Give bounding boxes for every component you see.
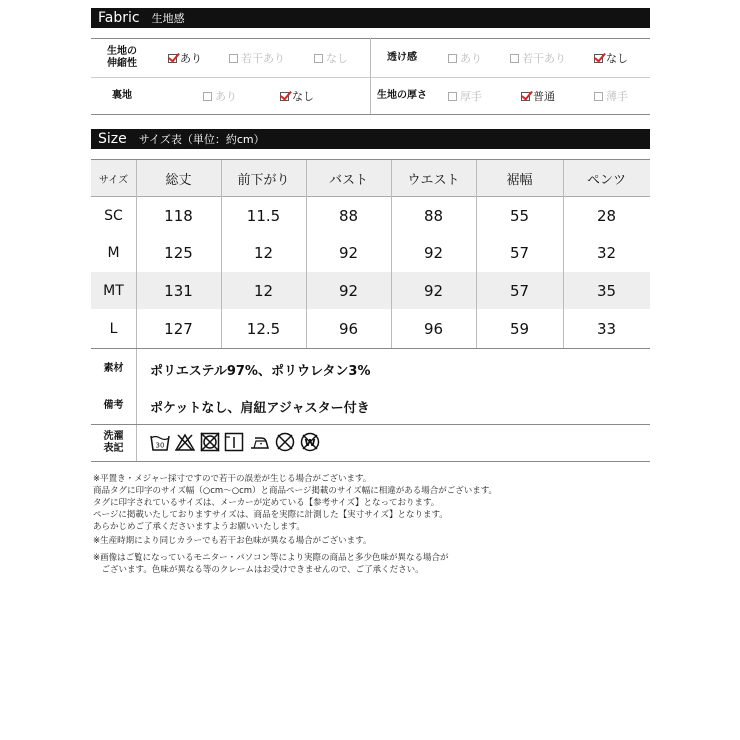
size-cell: 55 — [509, 206, 530, 225]
option-label: 普通 — [533, 90, 555, 103]
size-cell: 59 — [509, 319, 530, 338]
size-cell: 12.5 — [246, 319, 281, 338]
fabric-label-lining — [91, 78, 153, 114]
note-line: ※平置き・メジャー採寸ですので若干の誤差が生じる場合がございます。 — [93, 474, 372, 484]
option-sheer-no — [594, 50, 628, 66]
size-header-cell: サイズ — [98, 174, 129, 186]
iron-low-icon — [249, 432, 269, 452]
label-line: 洗濯 — [103, 431, 124, 442]
label-line: 生地の — [107, 46, 137, 57]
no-dry-clean-icon — [275, 432, 295, 452]
note-line: タグに印字されているサイズは、メーカーが定めている【参考サイズ】となっております。 — [93, 498, 440, 508]
size-header-cell: 総丈 — [165, 172, 192, 188]
label-line: 生地の厚さ — [377, 90, 427, 101]
size-cell: 11.5 — [246, 206, 281, 225]
note-line: ※画像はご覧になっているモニター・パソコン等により実際の商品と多少色味が異なる場合が — [93, 553, 449, 563]
option-label: 厚手 — [460, 90, 482, 103]
checkbox-checked-icon — [594, 54, 603, 63]
size-title: Size — [98, 131, 127, 147]
option-label: あり — [180, 52, 202, 65]
option-sheer-slight — [510, 50, 566, 66]
option-label: なし — [606, 52, 628, 65]
option-label: なし — [292, 90, 314, 103]
option-label: あり — [215, 90, 237, 103]
note-line: あらかじめご了承くださいますようお願いいたします。 — [93, 522, 305, 532]
option-thickness-normal — [521, 88, 555, 104]
fabric-section-header — [91, 8, 650, 28]
fabric-title: Fabric — [98, 10, 140, 26]
label-line: 透け感 — [387, 52, 417, 63]
size-cell: 127 — [164, 319, 193, 338]
wash-30-icon — [150, 432, 170, 452]
size-cell: 92 — [423, 244, 444, 262]
remarks-label: 備考 — [103, 400, 124, 411]
divider — [91, 114, 650, 115]
checkbox-icon — [510, 54, 519, 63]
material-value: ポリエステル97%、ポリウレタン3% — [150, 363, 371, 379]
option-stretch-no — [314, 50, 348, 66]
size-header-cell: 前下がり — [237, 172, 290, 188]
checkbox-icon — [594, 92, 603, 101]
size-cell: 57 — [509, 281, 530, 300]
fabric-label-thickness — [371, 78, 433, 114]
size-cell: 32 — [596, 244, 617, 262]
size-cell: 96 — [423, 319, 444, 338]
option-thickness-thin — [594, 88, 628, 104]
material-label: 素材 — [103, 363, 124, 374]
size-section-header — [91, 129, 650, 149]
option-label: 若干あり — [241, 52, 285, 65]
checkbox-checked-icon — [280, 92, 289, 101]
size-cell: 88 — [423, 206, 444, 225]
note-line: ページに掲載いたしておりますサイズは、商品を実際に計測した【実寸サイズ】となります。 — [93, 510, 448, 520]
fabric-label-sheer — [371, 39, 433, 77]
option-thickness-thick — [448, 88, 482, 104]
note-line: ※生産時期により同じカラーでも若干お色味が異なる場合がございます。 — [93, 536, 372, 546]
divider — [91, 461, 650, 462]
size-row-label: SC — [104, 207, 123, 224]
label-line: 表記 — [103, 443, 124, 454]
divider — [91, 348, 650, 349]
checkbox-icon — [448, 92, 457, 101]
size-cell: 118 — [164, 206, 193, 225]
no-tumble-dry-icon — [200, 432, 220, 452]
size-cell: 28 — [596, 206, 617, 225]
size-cell: 92 — [338, 244, 359, 262]
size-row-label: M — [107, 245, 120, 261]
size-subtitle: サイズ表（単位：約cm） — [138, 133, 265, 146]
checkbox-checked-icon — [521, 92, 530, 101]
size-cell: 92 — [338, 281, 359, 300]
note-line: ございます。色味が異なる等のクレームはお受けできませんので、ご了承ください。 — [93, 565, 424, 575]
option-label: なし — [326, 52, 348, 65]
option-lining-no — [280, 88, 314, 104]
line-dry-icon — [224, 432, 244, 452]
size-cell: 131 — [164, 281, 193, 300]
option-label: 若干あり — [522, 52, 566, 65]
option-sheer-yes — [448, 50, 482, 66]
size-cell: 88 — [338, 206, 359, 225]
wet-clean-letter: W — [304, 438, 316, 449]
size-header-cell: ウエスト — [407, 172, 460, 188]
size-cell: 12 — [253, 244, 274, 262]
option-lining-yes — [203, 88, 237, 104]
label-line: 伸縮性 — [107, 58, 137, 69]
size-row-label: L — [109, 320, 118, 337]
size-cell: 33 — [596, 319, 617, 338]
size-cell: 125 — [164, 244, 193, 262]
checkbox-checked-icon — [168, 54, 177, 63]
checkbox-icon — [229, 54, 238, 63]
no-bleach-icon — [175, 432, 195, 452]
size-cell: 92 — [423, 281, 444, 300]
option-label: 薄手 — [606, 90, 628, 103]
no-wet-clean-icon — [300, 432, 320, 452]
size-cell: 96 — [338, 319, 359, 338]
option-label: あり — [460, 52, 482, 65]
checkbox-icon — [314, 54, 323, 63]
size-header-cell: 裾幅 — [506, 172, 533, 188]
size-header-cell: バスト — [328, 172, 368, 188]
label-line: 裏地 — [112, 90, 132, 101]
divider — [136, 349, 137, 461]
divider — [91, 424, 650, 425]
option-stretch-yes — [168, 50, 202, 66]
size-row-label: MT — [103, 282, 124, 299]
size-cell: 35 — [596, 281, 617, 300]
checkbox-icon — [448, 54, 457, 63]
checkbox-icon — [203, 92, 212, 101]
size-cell: 57 — [509, 244, 530, 262]
remarks-value: ポケットなし、肩紐アジャスター付き — [150, 400, 370, 416]
fabric-subtitle: 生地感 — [151, 12, 185, 25]
note-line: 商品タグに印字のサイズ幅（○cm〜○cm）と商品ページ掲載のサイズ幅に相違がある場合がございます。 — [93, 486, 498, 496]
wash-temp-text: 30 — [155, 441, 165, 450]
option-stretch-slight — [229, 50, 285, 66]
fabric-label-stretch — [91, 39, 153, 77]
care-label — [91, 425, 136, 461]
iron-dot-text: • — [259, 441, 263, 448]
size-header-cell: ペンツ — [586, 172, 626, 188]
size-cell: 12 — [253, 281, 274, 300]
